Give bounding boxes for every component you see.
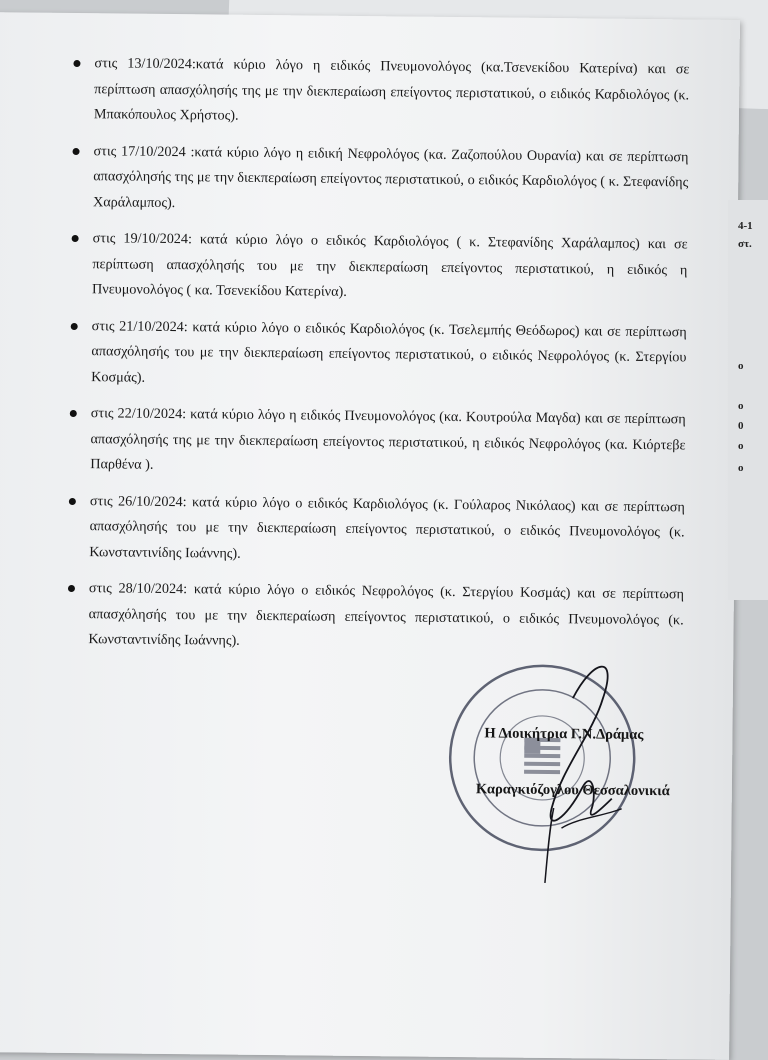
bullet-icon — [70, 410, 77, 417]
bullet-icon — [72, 235, 79, 242]
bullet-icon — [69, 497, 76, 504]
adjacent-document-edge — [728, 200, 768, 600]
list-item-text: στις 22/10/2024: κατά κύριο λόγο η ειδικός Πνευμονολόγος (κα. Κουτρούλα Μαγδα) και σε περίπτωση απασχόλησής της με την διεκπεραίωση επείγοντος περιστατικού, η ειδικός Νεφρολόγος (κα. Κιόρτεβε Παρθένα ). — [90, 405, 686, 473]
list-item — [79, 51, 690, 134]
list-item-text: στις 28/10/2024: κατά κύριο λόγο ο ειδικός Νεφρολόγος (κ. Στεργίου Κοσμάς) και σε περίπτωση απασχόλησής του με την διεκπεραίωση επείγοντος περιστατικού, ο ειδικός Πνευμονολόγος (κ. Κωνσταντινίδης Ιωάννης). — [88, 580, 685, 649]
list-item-text: στις 17/10/2024 :κατά κύριο λόγο η ειδική Νεφρολόγος (κα. Ζαζοπούλου Ουρανία) και σε περίπτωση απασχόλησής της με την διεκπεραίωση επείγοντος περιστατικού, ο ειδικός Καρδιολόγος ( κ. Στεφανίδης Χαράλαμπος). — [92, 142, 689, 211]
list-item-text: στις 13/10/2024:κατά κύριο λόγο η ειδικός Πνευμονολόγος (κα.Τσενεκίδου Κατερίνα) και σε περίπτωση απασχόλησής της με την διεκπεραίωση επείγοντος περιστατικού, ο ειδικός Καρδιολόγος (κ. Μπακόπουλος Χρήστος). — [93, 55, 690, 124]
bullet-icon — [68, 585, 75, 592]
edge-text: ο — [738, 440, 744, 452]
schedule-list — [73, 51, 689, 670]
list-item — [76, 314, 687, 397]
list-item-text: στις 19/10/2024: κατά κύριο λόγο ο ειδικός Καρδιολόγος ( κ. Στεφανίδης Χαράλαμπος) και σε περίπτωση απασχόλησής του με την διεκπεραίωση επείγοντος περιστατικού, η ειδικός η Πνευμονολόγος ( κα. Τσενεκίδου Κατερίνα). — [92, 230, 688, 300]
signature-block — [441, 657, 703, 880]
list-item — [75, 401, 686, 484]
signatory-name: Καραγκιόζογλου Θεσσαλονικιά — [475, 781, 670, 800]
bullet-icon — [73, 60, 80, 67]
handwritten-signature-icon — [441, 657, 703, 890]
list-item — [78, 139, 689, 222]
edge-text: 4-1 — [738, 220, 753, 232]
document-page — [0, 12, 740, 1060]
edge-text: ο — [738, 360, 744, 372]
signatory-title: Η Διοικήτρια Γ.Ν.Δράμας — [484, 725, 644, 743]
bullet-icon — [73, 147, 80, 154]
edge-text: 0 — [738, 420, 744, 432]
bullet-icon — [71, 322, 78, 329]
list-item — [74, 489, 685, 572]
list-item-text: στις 26/10/2024: κατά κύριο λόγο ο ειδικός Καρδιολόγος (κ. Γούλαρος Νικόλαος) και σε περίπτωση απασχόλησής του με την διεκπεραίωση επείγοντος περιστατικού, ο ειδικός Πνευμονολόγος (κ. Κωνσταντινίδης Ιωάννης). — [89, 492, 685, 562]
edge-text: ο — [738, 400, 744, 412]
list-item — [73, 576, 684, 659]
list-item — [77, 226, 688, 309]
edge-text: ο — [738, 462, 744, 474]
list-item-text: στις 21/10/2024: κατά κύριο λόγο ο ειδικός Καρδιολόγος (κ. Τσελεμπής Θεόδωρος) και σε περίπτωση απασχόλησής του με την διεκπεραίωση επείγοντος περιστατικού, ο ειδικός Νεφρολόγος (κ. Στεργίου Κοσμάς). — [91, 317, 687, 386]
edge-text: στ. — [738, 238, 752, 250]
